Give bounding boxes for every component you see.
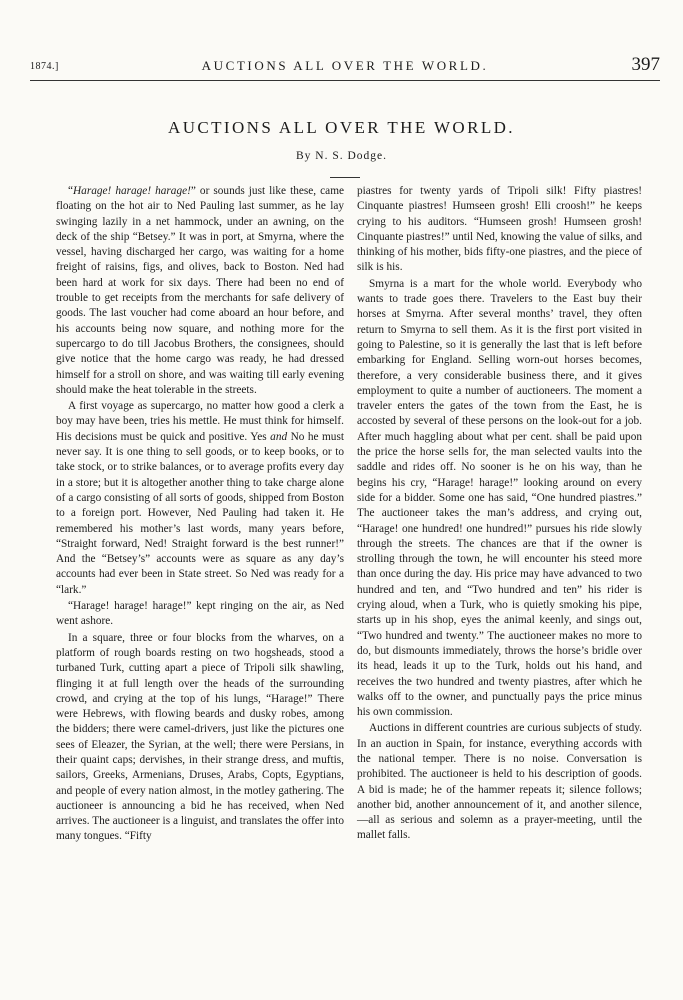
- byline: By N. S. Dodge.: [295, 150, 388, 162]
- byline-rule: [330, 177, 360, 178]
- paragraph-4: In a square, three or four blocks from the wharves, on a platform of rough boards resting on two hogsheads, stood a turbaned Turk, cutting apart a piece of Tripoli silk shawling, flinging it at full length over the heads of the surrounding crowd, and crying at the top of his lungs, “Harage!” There were Hebrews, with flowing beards and dusky robes, among the bidders; there were camel-drivers, just like the pictures one sees of Eleazer, the Syrian, at the well; there were Persians, in their quaint caps; dervishes, in their strange dress, and muftis, sailors, Greeks, Armenians, Druses, Arabs, Copts, Egyptians, and people of every nation almost, in the motley gathering. The auctioneer is announcing a bid he has received, when Ned arrives. The auctioneer is a linguist, and translates the offer into many tongues. “Fifty: [56, 631, 344, 843]
- paragraph-7: Auctions in different countries are curious subjects of study. In an auction in Spain, for instance, everything accords with the national temper. There is no noise. Conversation is prohibited. The auctioneer is held to his description of goods. A bid is made; he of the hammer repeats it; silence follows; another bid, another announcement of it, and another silence,—all as serious and solemn as a prayer-meeting, until the mallet falls.: [357, 722, 642, 842]
- page-number: 397: [631, 54, 660, 75]
- running-head: [30, 56, 660, 78]
- right-column: [357, 184, 642, 844]
- paragraph-1: “Harage! harage! harage!” or sounds just like these, came floating on the hot air to Ned Pauling last summer, as he lay swinging lazily in a net hammock, under an awning, on the deck of the ship “Betsey.” It was in port, at Smyrna, where the vessel, having discharged her cargo, was waiting for a home freight of raisins, figs, and olives, back to Boston. Ned had been hard at work for six days. There had been no end of trouble to get receipts from the merchants for safe delivery of goods. The last voucher had come aboard an hour before, and his accounts being now square, and nothing more for the supercargo to do till Jacobus Brothers, the consignees, should give notice that the home cargo was ready, he had dressed himself for a stroll on shore, and was waiting till early evening should make the heat tolerable in the streets.: [56, 185, 344, 396]
- paragraph-5: piastres for twenty yards of Tripoli silk! Fifty piastres! Cinquante piastres! Humseen grosh! Elli croosh!” he keeps crying to his auditors. “Humseen grosh! Humseen grosh! Cinquante piastres!” until Ned, knowing the value of silks, and thinking of his mother, bids fifty-one piastres, and the piece of silk is his.: [357, 185, 642, 274]
- opening-cry: Harage! harage! harage!: [73, 185, 191, 197]
- issue-date: 1874.]: [30, 61, 59, 72]
- paragraph-2: A first voyage as supercargo, no matter how good a clerk a boy may have been, tries his mettle. He must think for himself. His decisions must be quick and positive. Yes and No he must never say. It is one thing to sell goods, or to keep books, or to take stock, or to strike balances, or to average profits every day in a store; but it is altogether another thing to take charge alone of a cargo consisting of all sorts of goods, shipped from Boston to a foreign port. However, Ned Pauling had taken it. He remembered his mother’s last words, many years before, “Straight forward, Ned! Straight forward is the best runner!” And the “Betsey’s” accounts were as square as any day’s accounts had ever been in State street. So Ned was ready for a “lark.”: [56, 400, 344, 596]
- paragraph-3: “Harage! harage! harage!” kept ringing on the air, as Ned went ashore.: [56, 600, 344, 628]
- header-rule: [30, 80, 660, 81]
- article-title: AUCTIONS ALL OVER THE WORLD.: [168, 118, 515, 137]
- paragraph-6: Smyrna is a mart for the whole world. Everybody who wants to trade goes there. Travelers to the East buy their horses at Smyrna. After several months’ travel, they often return to Smyrna to sell them. As it is the first port visited in going to Palestine, so it is generally the last that is left before embarking for England. Selling worn-out horses becomes, therefore, a very considerable business there, and it gives employment to quite a number of auctioneers. The moment a traveler enters the gates of the town from the East, he is accosted by several of these persons on the look-out for a job. After much haggling about what per cent. shall be paid upon the price the horse sells for, the man selected vaults into the saddle and rides off. No sooner is he on his way, than he begins his cry, “Harage! harage!” looking around on every side for a bidder. Some one has said, “One hundred piastres.” The auctioneer takes the man’s address, and crying out, “Harage! one hundred! one hundred!” pursues his ride slowly through the streets. The chances are that if the owner is strolling through the town, he will encounter his steed more than once during the day. His price may have advanced to two hundred and ten, and “Two hundred and ten” his rider is crying aloud, when a Turk, who is quietly smoking his pipe, starts up in his shop, eyes the animal keenly, and sings out, “Two hundred and twenty.” The auctioneer makes no more to do, but dismounts immediately, throws the horse’s bridle over its head, leads it up to the Turk, holds out his hand, and receives the two hundred and twenty piastres, after which he walks off to the owner, and punctually pays the price minus his own commission.: [357, 277, 642, 719]
- left-column: [56, 184, 344, 845]
- running-title: AUCTIONS ALL OVER THE WORLD.: [201, 58, 489, 73]
